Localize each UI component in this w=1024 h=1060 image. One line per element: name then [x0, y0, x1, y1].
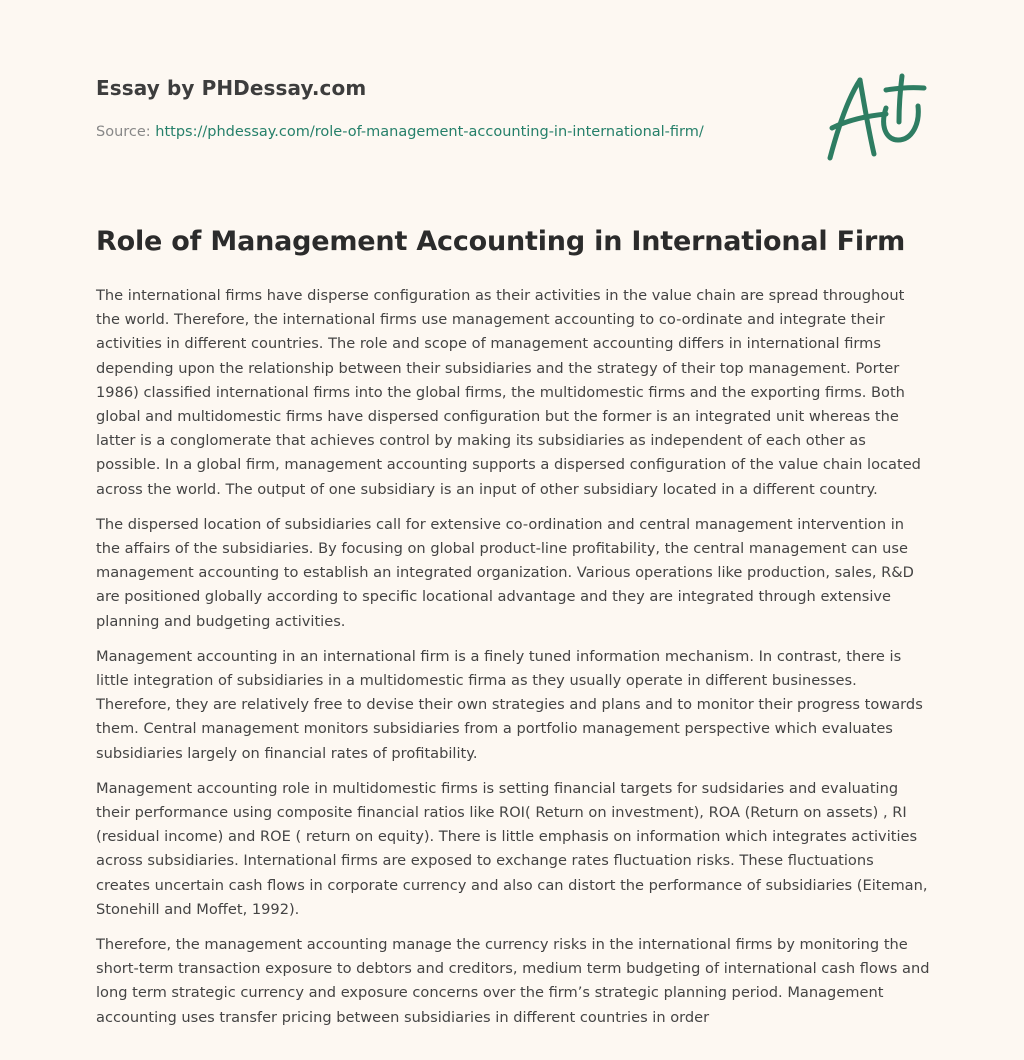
essay-paragraph: Management accounting role in multidomestic firms is setting financial targets for sudsidaries and evaluating their performance using composite financial ratios like ROI( Return on investment), ROA (Return on assets) , RI (residual income) and ROE ( return on equity). There is little emphasis on information which integrates activities across subsidiaries. International firms are exposed to exchange rates fluctuation risks. These fluctuations creates uncertain cash flows in corporate currency and also can distort the performance of subsidiaries (Eiteman, Stonehill and Moffet, 1992). [96, 779, 928, 918]
a-plus-logo-icon [820, 68, 930, 164]
source-label: Source: [96, 124, 151, 140]
site-title: Essay by PHDessay.com [96, 76, 367, 100]
source-line [96, 124, 704, 140]
essay-paragraph: The dispersed location of subsidiaries call for extensive co-ordination and central management intervention in the affairs of the subsidiaries. By focusing on global product-line profitability, the central management can use management accounting to establish an integrated organization. Various operations like production, sales, R&D are positioned globally according to specific locational advantage and they are integrated through extensive planning and budgeting activities. [96, 515, 914, 630]
essay-paragraph: Therefore, the management accounting manage the currency risks in the international firms by monitoring the short-term transaction exposure to debtors and creditors, medium term budgeting of international cash flows and long term strategic currency and exposure concerns over the firm’s strategic planning period. Management accounting uses transfer pricing between subsidiaries in different countries in order [96, 936, 930, 1026]
essay-paragraph: The international firms have disperse configuration as their activities in the value chain are spread throughout the world. Therefore, the international firms use management accounting to co-ordinate and integrate their activities in different countries. The role and scope of management accounting differs in international firms depending upon the relationship between their subsidiaries and the strategy of their top management. Porter 1986) classified international firms into the global firms, the multidomestic firms and the exporting firms. Both global and multidomestic firms have dispersed configuration but the former is an integrated unit whereas the latter is a conglomerate that achieves control by making its subsidiaries as independent of each other as possible. In a global firm, management accounting supports a dispersed configuration of the value chain located across the world. The output of one subsidiary is an input of other subsidiary located in a different country. [96, 287, 921, 498]
source-link[interactable]: https://phdessay.com/role-of-management-accounting-in-international-firm/ [155, 124, 704, 140]
essay-title: Role of Management Accounting in International Firm [96, 226, 906, 257]
essay-body [96, 284, 932, 1041]
essay-paragraph: Management accounting in an international firm is a finely tuned information mechanism. In contrast, there is little integration of subsidiaries in a multidomestic firma as they usually operate in different businesses. Therefore, they are relatively free to devise their own strategies and plans and to monitor their progress towards them. Central management monitors subsidiaries from a portfolio management perspective which evaluates subsidiaries largely on financial rates of profitability. [96, 647, 923, 762]
